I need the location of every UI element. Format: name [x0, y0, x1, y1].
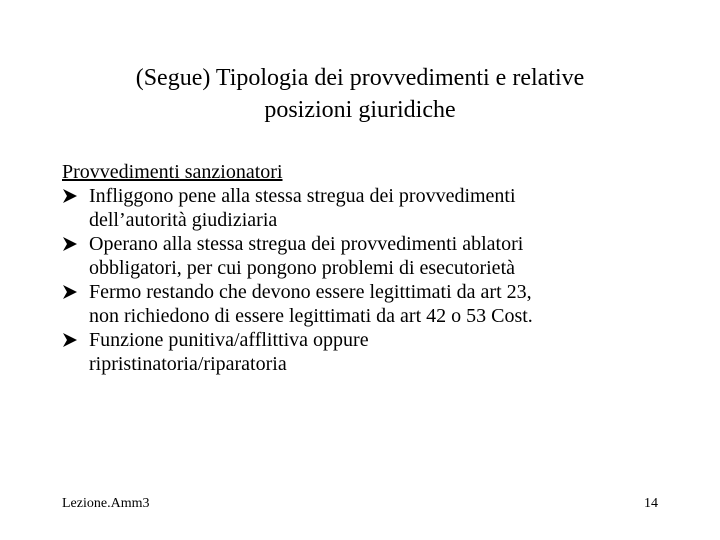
slide-title — [60, 62, 660, 126]
arrow-bullet-icon — [62, 328, 82, 352]
arrow-bullet-icon — [62, 232, 82, 256]
section-heading: Provvedimenti sanzionatori — [62, 161, 283, 183]
slide-title-line-2: posizioni giuridiche — [264, 97, 456, 123]
page-number: 14 — [644, 496, 658, 511]
bullet-line-1: Infliggono pene alla stessa stregua dei provvedimenti — [89, 185, 516, 207]
arrow-bullet-icon — [62, 280, 82, 304]
bullet-item — [62, 184, 682, 232]
bullet-list — [62, 184, 682, 376]
bullet-line-2: dell’autorità giudiziaria — [89, 209, 278, 231]
bullet-line-2: ripristinatoria/riparatoria — [89, 353, 287, 375]
bullet-line-2: non richiedono di essere legittimati da art 42 o 53 Cost. — [89, 305, 533, 327]
footer-lesson-label: Lezione.Amm3 — [62, 496, 150, 511]
bullet-line-1: Funzione punitiva/afflittiva oppure — [89, 329, 369, 351]
arrow-bullet-icon — [62, 184, 82, 208]
slide-content — [62, 160, 682, 376]
bullet-line-1: Fermo restando che devono essere legittimati da art 23, — [89, 281, 532, 303]
bullet-item — [62, 280, 682, 328]
bullet-line-1: Operano alla stessa stregua dei provvedimenti ablatori — [89, 233, 524, 255]
slide-title-line-1: (Segue) Tipologia dei provvedimenti e relative — [135, 65, 585, 91]
bullet-item — [62, 328, 682, 376]
bullet-line-2: obbligatori, per cui pongono problemi di esecutorietà — [89, 257, 515, 279]
bullet-item — [62, 232, 682, 280]
